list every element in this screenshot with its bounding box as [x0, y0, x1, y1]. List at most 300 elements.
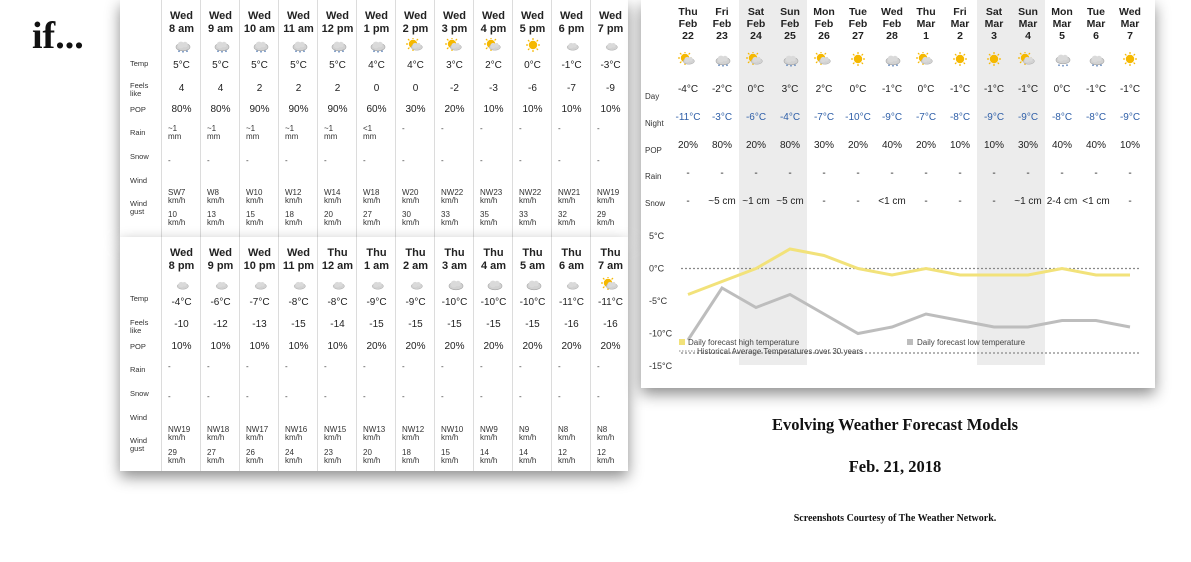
gust-value: [246, 449, 279, 465]
hourly-column: [161, 237, 200, 471]
y-tick-label: 5°C: [649, 231, 665, 241]
rain-amount: ~1: [246, 124, 256, 133]
day-date: 2: [957, 30, 963, 42]
pop-label: POP: [645, 146, 662, 155]
hour-day: Wed: [403, 10, 428, 22]
hour-header: [318, 247, 357, 273]
gust-value: [324, 211, 357, 227]
caption-title: Evolving Weather Forecast Models: [771, 415, 1019, 434]
snow-value: -: [924, 196, 928, 207]
snow-value: -: [558, 392, 561, 401]
pop-value: 30%: [1017, 140, 1038, 151]
day-temp: -1°C: [1017, 84, 1039, 95]
day-date: 22: [682, 30, 694, 42]
rain-amount: -: [207, 362, 210, 371]
day-of-week: Sun: [780, 6, 800, 18]
hourly-column: [551, 237, 590, 471]
pop-value: 20%: [600, 341, 621, 352]
gust-speed: 24: [285, 448, 294, 457]
pop-value: 20%: [677, 140, 698, 151]
temp-value: 5°C: [173, 60, 190, 71]
day-of-week: Mon: [813, 6, 835, 18]
rain-value: [480, 125, 513, 133]
hour-time: 7 am: [597, 260, 624, 272]
rain-unit: mm: [246, 132, 260, 141]
rain-amount: ~1: [324, 124, 334, 133]
hour-day: Thu: [600, 247, 621, 259]
hour-day: Wed: [247, 10, 272, 22]
pop-value: 10%: [522, 104, 543, 115]
gust-unit: km/h: [168, 456, 186, 465]
gust-speed: 12: [558, 448, 567, 457]
day-label: Day: [645, 92, 660, 101]
intro-heading: if...: [32, 15, 84, 57]
day-date: 5: [1059, 30, 1065, 42]
rain-amount: ~1: [168, 124, 178, 133]
feels-value: 2: [295, 83, 302, 94]
rain-amount: ~1: [207, 124, 217, 133]
hour-header: [591, 10, 628, 36]
snow-value: -: [168, 156, 171, 165]
gust-speed: 26: [246, 448, 255, 457]
wind-speed: N8: [558, 425, 569, 434]
rain-unit: mm: [285, 132, 299, 141]
snow-cloud-icon: [367, 38, 387, 52]
feels-value: -15: [369, 319, 384, 330]
day-temp: -1°C: [1085, 84, 1107, 95]
wind-speed: NW21: [558, 188, 581, 197]
rain-value: -: [754, 168, 758, 179]
temp-value: 2°C: [485, 60, 502, 71]
rain-amount: -: [558, 362, 561, 371]
sun-cloud-icon: [484, 38, 504, 52]
pop-value: 20%: [561, 341, 582, 352]
day-of-week: Fri: [715, 6, 729, 18]
sun-cloud-icon: [601, 277, 621, 291]
night-temp: -6°C: [745, 112, 767, 123]
gust-speed: 29: [168, 448, 177, 457]
day-month: Feb: [678, 18, 698, 30]
snow-value: -: [402, 156, 405, 165]
gust-speed: 30: [402, 210, 411, 219]
temp-value: 0°C: [524, 60, 541, 71]
pop-value: 40%: [881, 140, 902, 151]
temp-value: -9°C: [405, 297, 426, 308]
gust-speed: 15: [441, 448, 450, 457]
pop-value: 80%: [171, 104, 192, 115]
day-month: Mar: [1086, 18, 1106, 30]
wind-speed: NW10: [441, 425, 464, 434]
wind-speed: W8: [207, 188, 219, 197]
hourly-column: [356, 237, 395, 471]
hour-header: [279, 10, 318, 36]
feels-value: 4: [178, 83, 185, 94]
hour-header: [279, 247, 318, 273]
pop-value: 90%: [288, 104, 309, 115]
temp-value: -7°C: [249, 297, 270, 308]
gust-speed: 14: [480, 448, 489, 457]
low-temperature-line: [688, 288, 1130, 340]
wind-gust-label: Wind gust: [130, 436, 148, 453]
gust-unit: km/h: [441, 456, 459, 465]
pop-value: 90%: [249, 104, 270, 115]
hour-header: [240, 10, 279, 36]
hour-day: Wed: [208, 10, 233, 22]
wind-value: [285, 426, 318, 442]
rain-amount: -: [480, 362, 483, 371]
moon-cloud-icon: [562, 277, 582, 291]
hour-time: 11 pm: [282, 260, 315, 272]
hour-header: [396, 247, 435, 273]
wind-value: [558, 189, 591, 205]
night-temp: -11°C: [675, 112, 701, 123]
night-temp: -9°C: [881, 112, 903, 123]
rain-amount: ~1: [285, 124, 295, 133]
gust-value: [480, 449, 513, 465]
rain-value: -: [856, 168, 860, 179]
pop-value: 20%: [444, 341, 465, 352]
day-month: Mar: [950, 18, 970, 30]
snow-value: -: [856, 196, 860, 207]
hour-day: Wed: [325, 10, 350, 22]
hourly-column: [551, 0, 590, 237]
gust-unit: km/h: [480, 218, 498, 227]
gust-speed: 29: [597, 210, 606, 219]
rain-value: [519, 125, 552, 133]
snow-value: -: [686, 196, 690, 207]
hourly-column: [434, 0, 473, 237]
feels-value: -13: [252, 319, 267, 330]
rain-amount: -: [480, 124, 483, 133]
snow-value: <1 cm: [878, 196, 906, 207]
pop-value: 10%: [1119, 140, 1140, 151]
rain-value: [441, 125, 474, 133]
day-of-week: Sat: [747, 6, 765, 18]
wind-label: Wind: [130, 176, 148, 185]
day-temp: 3°C: [781, 84, 799, 95]
pop-value: 10%: [210, 341, 231, 352]
pop-value: 20%: [483, 341, 504, 352]
hour-day: Thu: [522, 247, 543, 259]
wind-unit: km/h: [441, 196, 459, 205]
pop-value: 80%: [779, 140, 800, 151]
day-date: 3: [991, 30, 997, 42]
day-date: 24: [750, 30, 762, 42]
temp-value: -1°C: [561, 60, 582, 71]
day-month: Mar: [1120, 18, 1140, 30]
wind-unit: km/h: [363, 433, 381, 442]
gust-value: [480, 211, 513, 227]
hour-time: 8 pm: [168, 260, 195, 272]
cloud-icon: [523, 277, 543, 291]
gust-value: [246, 211, 279, 227]
pop-value: 10%: [983, 140, 1004, 151]
temp-value: -6°C: [210, 297, 231, 308]
moon-cloud-icon: [562, 38, 582, 52]
day-of-week: Thu: [916, 6, 936, 18]
gust-value: [441, 449, 474, 465]
pop-value: 10%: [171, 341, 192, 352]
snow-value: -: [402, 392, 405, 401]
temp-value: -8°C: [327, 297, 348, 308]
wind-value: [519, 189, 552, 205]
wind-value: [597, 189, 628, 205]
rain-amount: -: [558, 124, 561, 133]
wind-unit: km/h: [441, 433, 459, 442]
hour-day: Wed: [208, 247, 233, 259]
hour-time: 4 am: [480, 260, 507, 272]
wind-unit: km/h: [285, 433, 303, 442]
temp-value: 5°C: [251, 60, 268, 71]
pop-value: 10%: [949, 140, 970, 151]
day-of-week: Tue: [1087, 6, 1105, 18]
snow-value: -: [958, 196, 962, 207]
day-temp: -4°C: [677, 84, 699, 95]
rain-value: [363, 363, 396, 371]
pop-value: 80%: [210, 104, 231, 115]
feels-value: -15: [291, 319, 306, 330]
sun-cloud-icon: [445, 38, 465, 52]
gust-unit: km/h: [597, 218, 615, 227]
gust-value: [558, 211, 591, 227]
gust-unit: km/h: [597, 456, 615, 465]
pop-value: 40%: [1051, 140, 1072, 151]
feels-like-label: Feels like: [130, 318, 149, 335]
hourly-column: [395, 0, 434, 237]
hour-time: 3 am: [441, 260, 468, 272]
rain-value: -: [992, 168, 996, 179]
pop-value: 30%: [813, 140, 834, 151]
pop-label: POP: [130, 105, 146, 114]
wind-unit: km/h: [207, 433, 225, 442]
gust-speed: 12: [597, 448, 606, 457]
hour-day: Wed: [169, 247, 194, 259]
gust-unit: km/h: [363, 218, 381, 227]
pop-value: 10%: [288, 341, 309, 352]
gust-unit: km/h: [207, 218, 225, 227]
hour-day: Wed: [598, 10, 623, 22]
rain-unit: mm: [363, 132, 377, 141]
hour-time: 2 pm: [402, 23, 429, 35]
moon-cloud-icon: [172, 277, 192, 291]
hourly-column: [473, 237, 512, 471]
hourly-column: [590, 0, 628, 237]
gust-value: [285, 211, 318, 227]
rain-unit: mm: [207, 132, 221, 141]
night-temp: -3°C: [711, 112, 733, 123]
gust-value: [597, 449, 628, 465]
rain-value: -: [686, 168, 690, 179]
gust-speed: 27: [207, 448, 216, 457]
snow-value: -: [363, 156, 366, 165]
wind-unit: km/h: [519, 196, 537, 205]
hour-header: [396, 10, 435, 36]
rain-value: [558, 363, 591, 371]
wind-unit: km/h: [402, 196, 420, 205]
hourly-column: [161, 0, 200, 237]
day-of-week: Wed: [881, 6, 903, 18]
hour-day: Wed: [559, 10, 584, 22]
day-month: Feb: [814, 18, 834, 30]
gust-value: [441, 211, 474, 227]
wind-unit: km/h: [597, 433, 615, 442]
wind-speed: SW7: [168, 188, 186, 197]
day-temp: -1°C: [949, 84, 971, 95]
rain-label: Rain: [130, 365, 146, 374]
feels-like-label: Feels like: [130, 81, 149, 98]
night-temp: -4°C: [779, 112, 801, 123]
snow-value: -: [441, 392, 444, 401]
wind-unit: km/h: [558, 196, 576, 205]
hourly-column: [200, 237, 239, 471]
wind-speed: W14: [324, 188, 341, 197]
day-temp: 0°C: [747, 84, 765, 95]
pop-value: 40%: [1085, 140, 1106, 151]
snow-value: ~1 cm: [742, 196, 770, 207]
pop-value: 80%: [711, 140, 732, 151]
day-temp: -2°C: [711, 84, 733, 95]
feels-value: -15: [486, 319, 501, 330]
hourly-column: [317, 237, 356, 471]
snow-value: -: [246, 392, 249, 401]
hour-day: Wed: [169, 10, 194, 22]
moon-cloud-icon: [250, 277, 270, 291]
day-date: 25: [784, 30, 796, 42]
legend-low-label: Daily forecast low temperature: [917, 338, 1026, 347]
hour-time: 1 pm: [363, 23, 390, 35]
temp-label: Temp: [130, 294, 149, 303]
temp-value: -4°C: [171, 297, 192, 308]
gust-speed: 35: [480, 210, 489, 219]
y-tick-label: -10°C: [649, 328, 673, 339]
snow-value: -: [597, 392, 600, 401]
wind-speed: NW18: [207, 425, 230, 434]
day-date: 28: [886, 30, 898, 42]
feels-value: 0: [373, 83, 380, 94]
hour-header: [240, 247, 279, 273]
wind-unit: km/h: [324, 433, 342, 442]
rain-label: Rain: [645, 172, 662, 181]
wind-unit: km/h: [246, 433, 264, 442]
hourly-column: [239, 237, 278, 471]
hour-time: 4 pm: [480, 23, 507, 35]
wind-speed: W20: [402, 188, 419, 197]
night-temp: -7°C: [915, 112, 937, 123]
wind-speed: NW23: [480, 188, 503, 197]
gust-speed: 20: [324, 210, 333, 219]
rain-amount: -: [597, 362, 600, 371]
gust-unit: km/h: [519, 218, 537, 227]
day-temp: 0°C: [1053, 84, 1071, 95]
gust-unit: km/h: [246, 456, 264, 465]
rain-amount: -: [246, 362, 249, 371]
wind-value: [363, 426, 396, 442]
rain-amount: -: [363, 362, 366, 371]
hourly-forecast-panel-top: [120, 0, 628, 237]
pop-value: 20%: [847, 140, 868, 151]
wind-value: [363, 189, 396, 205]
gust-unit: km/h: [480, 456, 498, 465]
wind-unit: km/h: [558, 433, 576, 442]
snow-value: -: [207, 156, 210, 165]
hour-header: [474, 10, 513, 36]
wind-value: [168, 426, 201, 442]
rain-unit: mm: [168, 132, 182, 141]
wind-unit: km/h: [168, 433, 186, 442]
day-temp: 0°C: [917, 84, 935, 95]
snow-value: -: [324, 156, 327, 165]
wind-value: [207, 189, 240, 205]
temp-value: 5°C: [212, 60, 229, 71]
hour-header: [357, 247, 396, 273]
snow-cloud-icon: [250, 38, 270, 52]
feels-value: -3: [489, 83, 498, 94]
feels-value: -10: [174, 319, 189, 330]
day-of-week: Sat: [985, 6, 1003, 18]
hourly-column: [356, 0, 395, 237]
rain-value: -: [1060, 168, 1064, 179]
hour-time: 10 am: [243, 23, 276, 35]
rain-amount: -: [519, 124, 522, 133]
night-temp: -8°C: [949, 112, 971, 123]
pop-value: 20%: [522, 341, 543, 352]
wind-value: [597, 426, 628, 442]
daily-forecast-panel: [641, 0, 1155, 388]
day-of-week: Mon: [1051, 6, 1073, 18]
rain-value: [402, 125, 435, 133]
snow-value: ~5 cm: [776, 196, 804, 207]
wind-value: [207, 426, 240, 442]
gust-unit: km/h: [285, 218, 303, 227]
temp-value: -10°C: [480, 297, 507, 308]
wind-value: [519, 426, 552, 442]
gust-speed: 13: [207, 210, 216, 219]
day-of-week: Fri: [953, 6, 967, 18]
hour-header: [435, 10, 474, 36]
gust-value: [519, 449, 552, 465]
feels-value: -9: [606, 83, 615, 94]
day-of-week: Wed: [1119, 6, 1141, 18]
hour-day: Wed: [442, 10, 467, 22]
gust-value: [168, 211, 201, 227]
cloud-icon: [445, 277, 465, 291]
snow-value: -: [480, 156, 483, 165]
moon-cloud-icon: [289, 277, 309, 291]
day-date: 7: [1127, 30, 1133, 42]
rain-value: [480, 363, 513, 371]
wind-value: [480, 189, 513, 205]
wind-value: [168, 189, 201, 205]
wind-unit: km/h: [519, 433, 537, 442]
snow-cloud-icon: [172, 38, 192, 52]
hour-day: Thu: [327, 247, 348, 259]
rain-value: -: [890, 168, 894, 179]
hour-header: [318, 10, 357, 36]
wind-label: Wind: [130, 413, 148, 422]
snow-value: 2-4 cm: [1046, 196, 1078, 207]
sun-icon: [523, 38, 543, 52]
snow-value: -: [441, 156, 444, 165]
rain-value: [168, 125, 201, 141]
hourly-column: [512, 237, 551, 471]
gust-value: [558, 449, 591, 465]
wind-speed: N9: [519, 425, 530, 434]
rain-value: -: [822, 168, 826, 179]
gust-value: [363, 211, 396, 227]
hour-day: Thu: [561, 247, 582, 259]
sun-cloud-icon: [406, 38, 426, 52]
feels-value: 0: [412, 83, 419, 94]
